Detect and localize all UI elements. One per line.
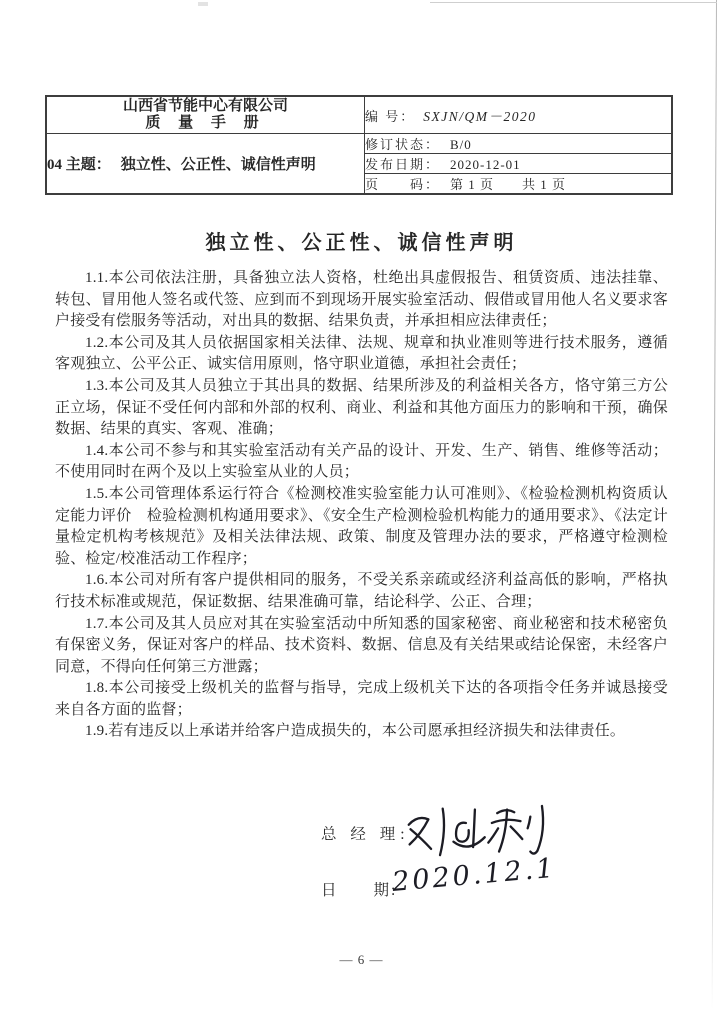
subject-label: 04 主题： xyxy=(47,157,111,173)
declaration-paragraph: 1.6.本公司对所有客户提供相同的服务，不受关系亲疏或经济利益高低的影响，严格执行技术标准或规范，保证数据、结果准确可靠，结论科学、公正、合理； xyxy=(55,572,668,610)
issue-date-label: 发布日期： xyxy=(365,157,441,172)
handwritten-date: 2020.12.1 xyxy=(390,852,558,898)
revision-value: B/0 xyxy=(450,137,472,152)
table-row xyxy=(46,96,672,134)
company-cell xyxy=(46,96,365,134)
declaration-paragraph: 1.5.本公司管理体系运行符合《检测校准实验室能力认可准则》、《检验检测机构资质认定能力评价 检验检测机构通用要求》、《安全生产检测检验机构能力的通用要求》、《法定计量检定机构考核规范》及相关法律法规、政策、制度及管理办法的要求，严格遵守检测检验、检定/校准活动工作程序； xyxy=(55,485,668,567)
scan-edge-line-right xyxy=(712,0,717,1010)
page-title: 独立性、公正性、诚信性声明 xyxy=(205,232,518,254)
document-header-table xyxy=(45,95,673,195)
document-body xyxy=(55,226,668,743)
manual-title: 质 量 手 册 xyxy=(145,115,266,131)
general-manager-label: 总 经 理: xyxy=(321,826,410,843)
declaration-paragraph: 1.8.本公司接受上级机关的监督与指导，完成上级机关下达的各项指令任务并诚恳接受来自各方面的监督； xyxy=(55,680,668,718)
declaration-paragraph: 1.7.本公司及其人员应对其在实验室活动中所知悉的国家秘密、商业秘密和技术秘密负有保密义务，保证对客户的样品、技术资料、数据、信息及有关结果或结论保密，未经客户同意，不得向任何第三方泄露； xyxy=(55,615,668,675)
declaration-paragraph: 1.3.本公司及其人员独立于其出具的数据、结果所涉及的利益相关各方，恪守第三方公正立场，保证不受任何内部和外部的权利、商业、利益和其他方面压力的影响和干预，确保数据、结果的真实、客观、准确； xyxy=(55,377,668,438)
page-number-value: 第 1 页 共 1 页 xyxy=(450,177,567,192)
general-manager-signature-name xyxy=(0,0,1,1)
page-number-label: 页 码： xyxy=(365,177,441,192)
declaration-paragraph: 1.2.本公司及其人员依据国家相关法律、法规、规章和执业准则等进行技术服务，遵循客观独立、公平公正、诚实信用原则，恪守职业道德，承担社会责任； xyxy=(55,334,668,373)
subject-title: 独立性、公正性、诚信性声明 xyxy=(120,157,316,173)
doc-number-cell xyxy=(365,96,673,134)
page-number-cell xyxy=(365,174,673,195)
declaration-paragraphs xyxy=(55,268,668,743)
declaration-paragraph: 1.1.本公司依法注册，具备独立法人资格，杜绝出具虚假报告、租赁资质、违法挂靠、转包、冒用他人签名或代签、应到而不到现场开展实验室活动、假借或冒用他人名义要求客户接受有偿服务等活动，对出具的数据、结果负责，并承担相应法律责任； xyxy=(55,270,668,330)
company-name: 山西省节能中心有限公司 xyxy=(122,98,288,114)
revision-label: 修订状态： xyxy=(365,137,441,152)
declaration-paragraph: 1.4.本公司不参与和其实验室活动有关产品的设计、开发、生产、销售、维修等活动；不使用同时在两个及以上实验室从业的人员； xyxy=(55,442,668,481)
scan-smudge xyxy=(198,2,208,6)
issue-date-value: 2020-12-01 xyxy=(450,157,521,172)
issue-date-cell xyxy=(365,154,673,174)
revision-cell xyxy=(365,134,673,154)
doc-number-label: 编 号： xyxy=(365,109,416,124)
footer-page-number: — 6 — xyxy=(339,952,384,967)
date-label: 日 期: xyxy=(321,882,398,899)
scan-edge-line-top xyxy=(430,2,717,3)
declaration-paragraph: 1.9.若有违反以上承诺并给客户造成损失的，本公司愿承担经济损失和法律责任。 xyxy=(85,723,626,740)
table-row xyxy=(46,134,672,154)
subject-cell xyxy=(46,134,365,195)
doc-number-value: SXJN/QM－2020 xyxy=(423,109,537,124)
